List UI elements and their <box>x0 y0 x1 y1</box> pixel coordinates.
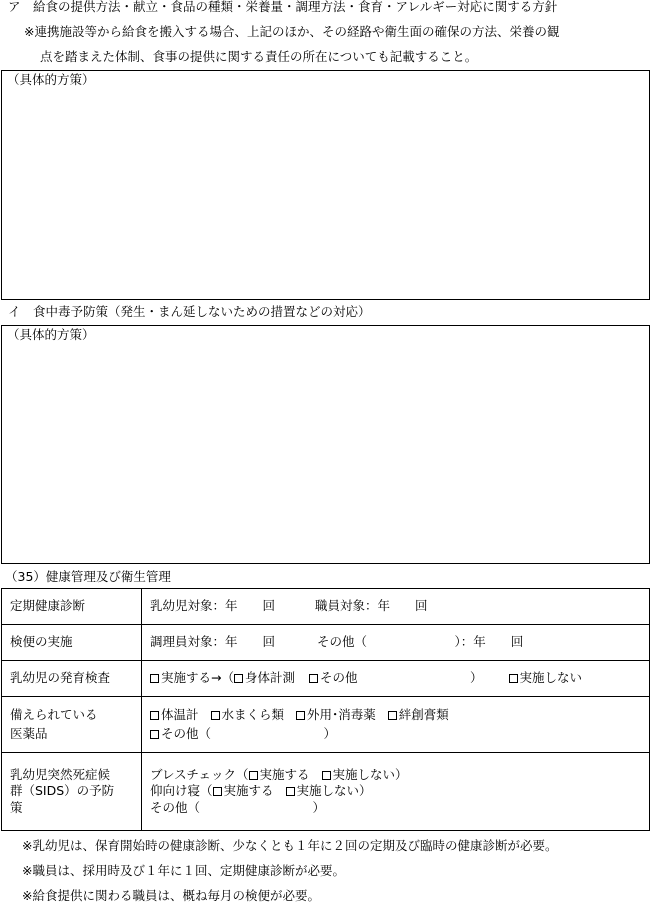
stool-values <box>142 625 650 661</box>
sids-supine-no-checkbox[interactable] <box>286 787 295 796</box>
sids-breath-yes-checkbox[interactable] <box>249 771 258 780</box>
medicine-thermo-checkbox[interactable] <box>150 711 159 720</box>
growth-measure-checkbox[interactable] <box>234 674 243 683</box>
growth-yes-label: 実施する→（ <box>161 670 234 686</box>
section-i-box-hint: （具体的方策） <box>7 327 95 342</box>
sids-values <box>142 753 650 831</box>
growth-yes-checkbox[interactable] <box>150 674 159 683</box>
growth-other-checkbox[interactable] <box>309 674 318 683</box>
section-a-note-line2: 点を踏まえた体制、食事の提供に関する責任の所在についても記載すること。 <box>40 49 478 64</box>
table-row-stool <box>2 625 650 661</box>
medicine-external-label: 外用･消毒薬 <box>307 707 376 722</box>
growth-other-label: その他 ） <box>320 670 483 686</box>
growth-measure-label: 身体計測 <box>244 670 295 686</box>
medicine-thermo-label: 体温計 <box>161 707 199 722</box>
medicine-bandage-label: 絆創膏類 <box>398 707 449 722</box>
medicine-label-line1: 備えられている <box>10 707 98 722</box>
section-i-heading: イ 食中毒予防策（発生・まん延しないための措置などの対応） <box>8 304 371 319</box>
sids-label <box>2 753 142 831</box>
section-a-answer-box[interactable] <box>1 70 650 300</box>
sids-breath-yes-label: 実施する <box>259 766 310 782</box>
checkup-label: 定期健康診断 <box>2 589 142 625</box>
medicine-pillow-label: 水まくら類 <box>221 707 285 722</box>
section-a-note-line1: ※連携施設等から給食を搬入する場合、上記のほか、その経路や衛生面の確保の方法、栄養の観 <box>24 24 560 39</box>
checkup-staff-text: 職員対象：年 回 <box>315 598 428 614</box>
medicine-external-checkbox[interactable] <box>296 711 305 720</box>
medicine-other-checkbox[interactable] <box>150 730 159 739</box>
note-3: ※給食提供に関わる職員は、概ね毎月の検便が必要。 <box>22 888 320 903</box>
section-a-box-hint: （具体的方策） <box>7 72 95 87</box>
sids-other-text: その他（ ） <box>150 799 326 815</box>
growth-no-checkbox[interactable] <box>509 674 518 683</box>
sids-label-line1: 乳幼児突然死症候 <box>10 766 111 782</box>
section-35-heading: （35）健康管理及び衛生管理 <box>5 569 171 584</box>
growth-no-label: 実施しない <box>519 670 583 686</box>
checkup-values <box>142 589 650 625</box>
sids-breath-no-label: 実施しない） <box>332 766 408 782</box>
section-a-heading: ア 給食の提供方法・献立・食品の種類・栄養量・調理方法・食育・アレルギー対応に関する方針 <box>8 0 558 14</box>
stool-label: 検便の実施 <box>2 625 142 661</box>
stool-cook-text: 調理員対象：年 回 <box>150 634 276 650</box>
medicine-label <box>2 697 142 753</box>
sids-supine-prefix: 仰向け寝（ <box>150 783 213 799</box>
sids-supine-no-label: 実施しない） <box>296 783 372 799</box>
note-1: ※乳幼児は、保育開始時の健康診断、少なくとも１年に２回の定期及び臨時の健康診断が必要。 <box>22 838 558 853</box>
checkup-child-text: 乳幼児対象：年 回 <box>150 598 276 614</box>
medicine-other-label: その他（ ） <box>161 725 337 741</box>
stool-other-text: その他（ ）：年 回 <box>317 634 524 650</box>
medicine-values <box>142 697 650 753</box>
growth-values <box>142 661 650 697</box>
table-row-medicine <box>2 697 650 753</box>
sids-supine-yes-checkbox[interactable] <box>213 787 222 796</box>
table-row-growth <box>2 661 650 697</box>
sids-breath-no-checkbox[interactable] <box>322 771 331 780</box>
table-row-checkup <box>2 589 650 625</box>
health-management-table <box>1 588 650 831</box>
medicine-bandage-checkbox[interactable] <box>388 711 397 720</box>
section-i-answer-box[interactable] <box>1 325 650 564</box>
sids-label-line2: 群（SIDS）の予防 <box>10 783 115 799</box>
sids-label-line3: 策 <box>10 799 23 815</box>
sids-breath-prefix: ブレスチェック（ <box>150 766 249 782</box>
medicine-label-line2: 医薬品 <box>10 725 48 741</box>
growth-label: 乳幼児の発育検査 <box>2 661 142 697</box>
table-row-sids <box>2 753 650 831</box>
sids-supine-yes-label: 実施する <box>223 783 274 799</box>
note-2: ※職員は、採用時及び１年に１回、定期健康診断が必要。 <box>22 863 345 878</box>
medicine-pillow-checkbox[interactable] <box>211 711 220 720</box>
